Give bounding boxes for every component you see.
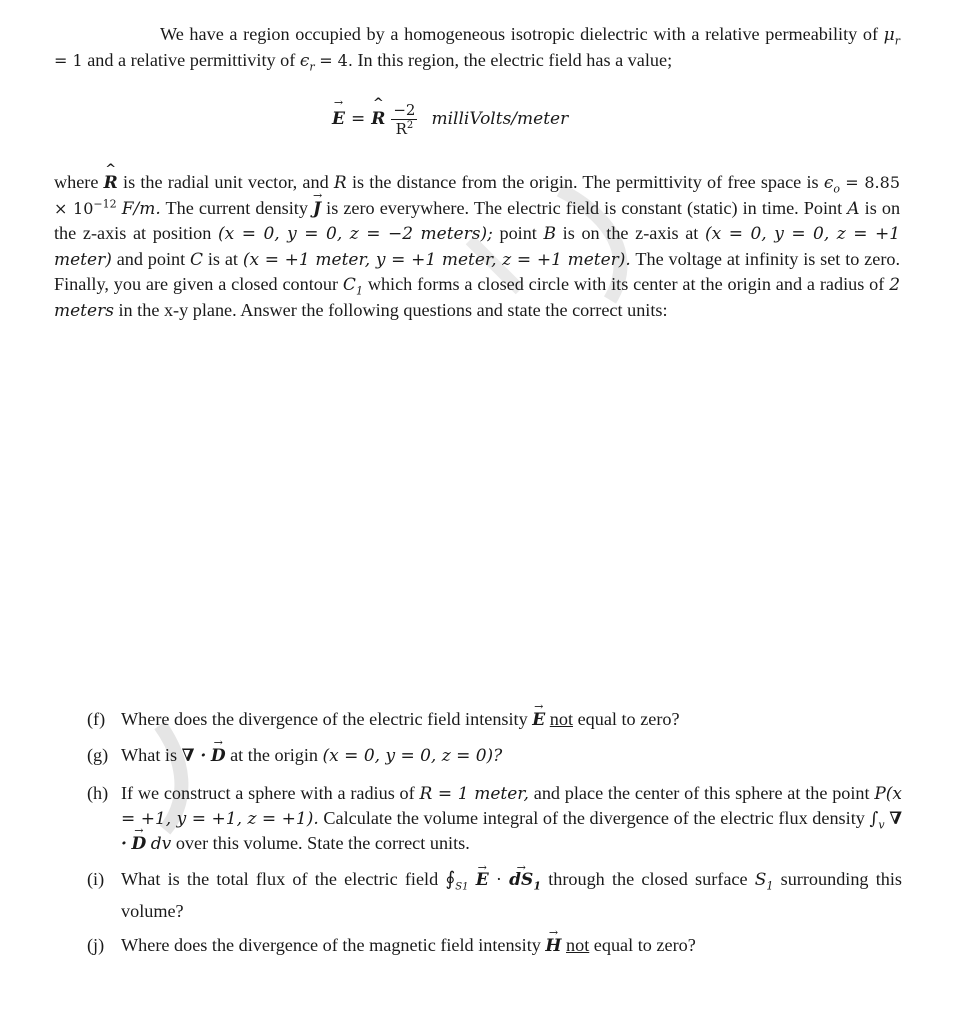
question-f: (f) Where does the divergence of the electric field intensity → E not equal to zero?: [87, 707, 902, 732]
question-h: (h) If we construct a sphere with a radius of R = 1 meter, and place the center of this sphere at the point P(x = +1, y = +1, z = +1). Calculate the volume integral of the divergence of the electric flux density $\int_v$ ∇ · → D dv over this volume. State the correct units.: [87, 781, 902, 856]
question-j: (j) Where does the divergence of the magnetic field intensity → H not equal to zero?: [87, 933, 902, 958]
question-i: (i) What is the total flux of the electric field $∮_{S1} \to E$ · → $dS_1$ through the closed surface $S_1$ surrounding this volume?: [87, 864, 902, 927]
e-vector: → E: [332, 109, 345, 129]
equation-units: milliVolts/meter: [431, 109, 569, 129]
field-equation: → E = ^ R $\frac{-2}{R^2}$ milliVolts/meter: [332, 96, 568, 142]
question-g: (g) What is ∇ · → D at the origin (x = 0, y = 0, z = 0)?: [87, 743, 902, 768]
equation-fraction: $\frac{-2}{R^2}$: [393, 100, 416, 138]
intro-paragraph: We have a region occupied by a homogeneous isotropic dielectric with a relative permeability of $\mu_r = 1$ and a relative permittivity of $\epsilon_r = 4$. In this region, the electric field has a value;: [54, 24, 900, 73]
r-unit-vector: ^ R: [371, 109, 385, 129]
description-paragraph: where ^ R is the radial unit vector, and R is the distance from the origin. The permittivity of free space is $\epsilon_o = 8.85 \times 10^{-12}$ F/m. The current density → J is zero everywhere. The electric field is constant (static) in time. Point A is on the z-axis at position (x = 0, y = 0, z = −2 meters); point B is on the z-axis at (x = 0, y = 0, z = +1 meter) and point C is at (x = +1 meter, y = +1 meter, z = +1 meter). The voltage at infinity is set to zero. Finally, you are given a closed contour $C_1$ which forms a closed circle with its center at the origin and a radius of 2 meters in the x-y plane. Answer the following questions and state the correct units:: [54, 170, 900, 324]
